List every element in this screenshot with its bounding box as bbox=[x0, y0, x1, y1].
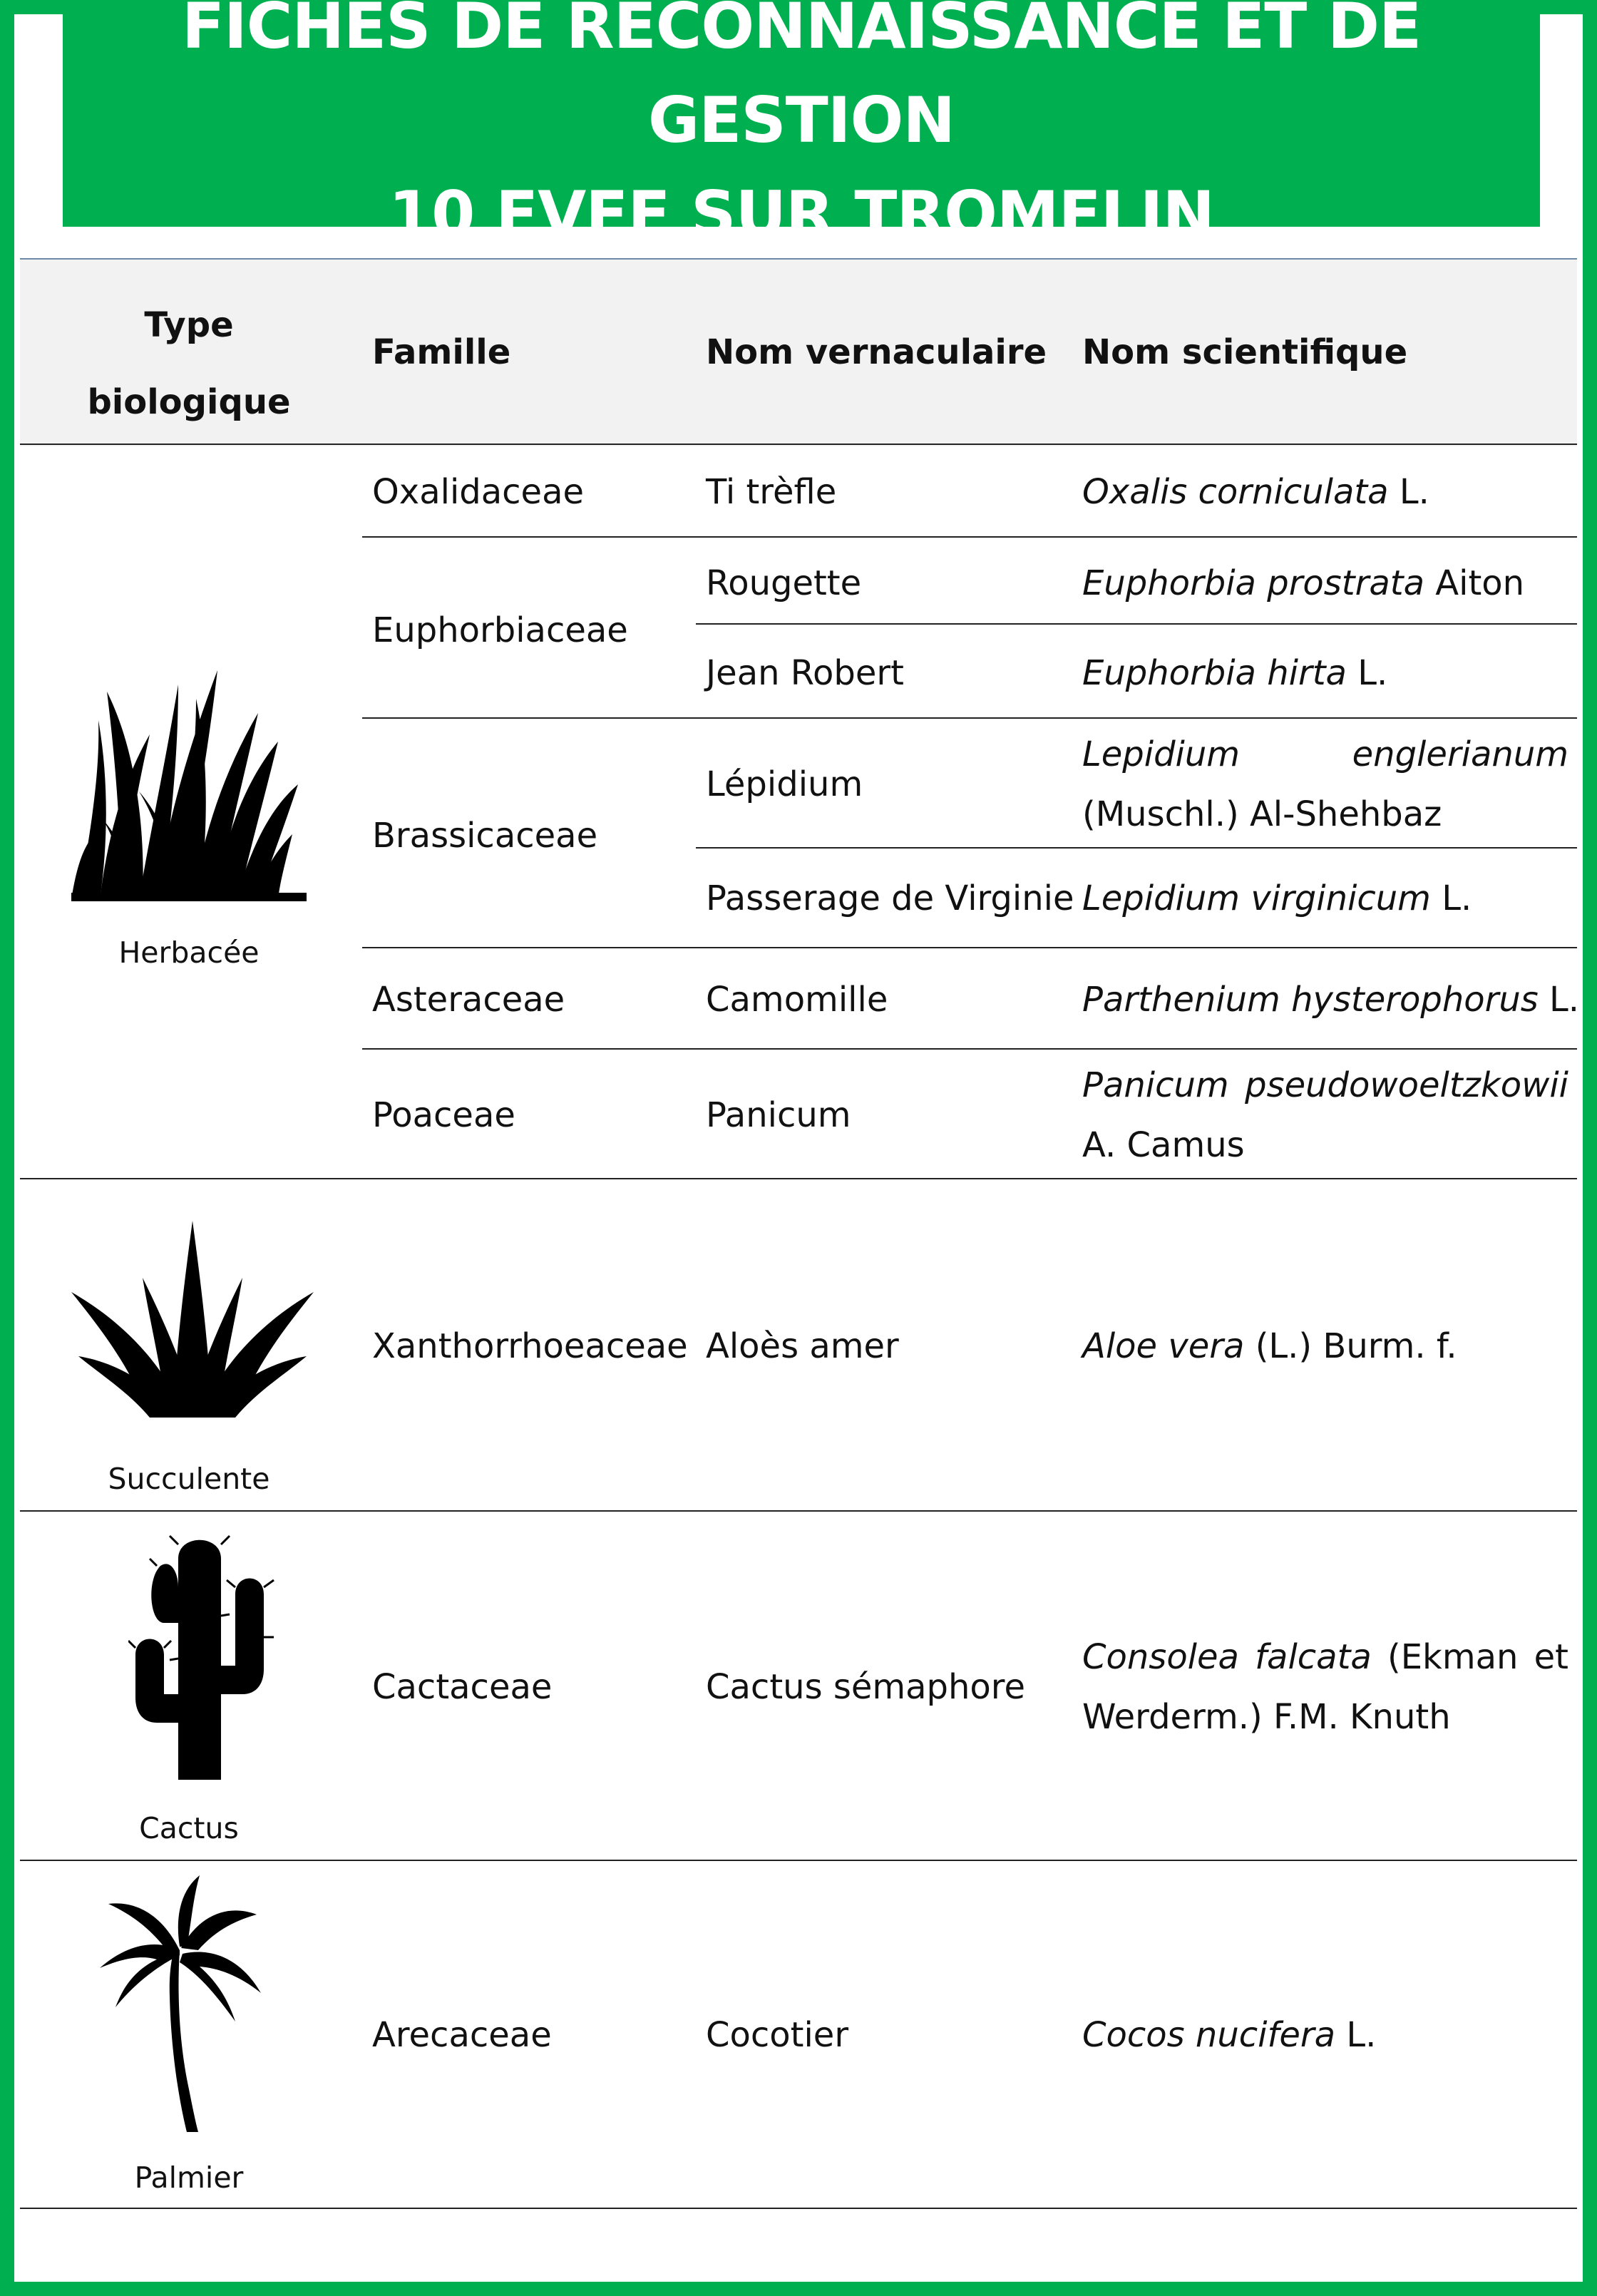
vernaculaire-panicum: Panicum bbox=[706, 1095, 851, 1135]
vernaculaire-jean-robert: Jean Robert bbox=[706, 653, 904, 693]
vernaculaire-passerage: Passerage de Virginie bbox=[706, 878, 1074, 918]
palm-tree-icon bbox=[100, 1875, 264, 2132]
vernaculaire-lepidium: Lépidium bbox=[706, 764, 863, 804]
aloe-icon bbox=[71, 1221, 314, 1420]
famille-euphorbiaceae: Euphorbiaceae bbox=[372, 610, 628, 650]
sci-euphorbia-hirta: Euphorbia hirta L. bbox=[1082, 653, 1388, 693]
famille-poaceae: Poaceae bbox=[372, 1095, 515, 1135]
sci-consolea: Consolea falcata (Ekman et Werderm.) F.M. Knuth bbox=[1082, 1637, 1568, 1737]
famille-brassicaceae: Brassicaceae bbox=[372, 816, 598, 856]
famille-xanthorrhoeaceae: Xanthorrhoeaceae bbox=[372, 1326, 688, 1366]
type-label-cactus: Cactus bbox=[139, 1811, 239, 1845]
vernaculaire-ti-trefle: Ti trèfle bbox=[706, 472, 837, 512]
sci-parthenium: Parthenium hysterophorus L. bbox=[1082, 980, 1580, 1020]
header-nom-scientifique: Nom scientifique bbox=[1082, 332, 1408, 372]
type-label-herbacee: Herbacée bbox=[118, 936, 260, 970]
title-line-2: 10 EVEE SUR TROMELIN bbox=[388, 178, 1215, 251]
title-banner bbox=[63, 0, 1540, 251]
type-label-palmier: Palmier bbox=[134, 2161, 244, 2195]
grass-icon bbox=[71, 663, 307, 906]
header-type: Type biologique bbox=[87, 305, 291, 422]
famille-arecaceae: Arecaceae bbox=[372, 2015, 552, 2055]
vernaculaire-aloes-amer: Aloès amer bbox=[706, 1326, 899, 1366]
header-famille: Famille bbox=[372, 332, 511, 372]
sci-cocos-nucifera: Cocos nucifera L. bbox=[1082, 2015, 1377, 2055]
sci-panicum: Panicum pseudowoeltzkowii A. Camus bbox=[1082, 1065, 1568, 1165]
type-label-succulente: Succulente bbox=[108, 1462, 270, 1496]
vernaculaire-cactus-semaphore: Cactus sémaphore bbox=[706, 1667, 1026, 1707]
title-line-1: FICHES DE RECONNAISSANCE ET DE GESTION bbox=[181, 0, 1422, 157]
sci-euphorbia-prostrata: Euphorbia prostrata Aiton bbox=[1082, 563, 1525, 603]
cactus-icon bbox=[128, 1530, 278, 1780]
sci-lepidium-englerianum: Lepidium englerianum (Muschl.) Al-Shehbaz bbox=[1082, 734, 1568, 834]
sci-oxalis: Oxalis corniculata L. bbox=[1082, 472, 1429, 512]
vernaculaire-cocotier: Cocotier bbox=[706, 2015, 849, 2055]
famille-cactaceae: Cactaceae bbox=[372, 1667, 553, 1707]
famille-asteraceae: Asteraceae bbox=[372, 980, 565, 1020]
vernaculaire-camomille: Camomille bbox=[706, 980, 888, 1020]
famille-oxalidaceae: Oxalidaceae bbox=[372, 472, 585, 512]
vernaculaire-rougette: Rougette bbox=[706, 563, 862, 603]
sci-lepidium-virginicum: Lepidium virginicum L. bbox=[1082, 878, 1472, 918]
sci-aloe-vera: Aloe vera (L.) Burm. f. bbox=[1082, 1326, 1457, 1366]
header-nom-vernaculaire: Nom vernaculaire bbox=[706, 332, 1047, 372]
